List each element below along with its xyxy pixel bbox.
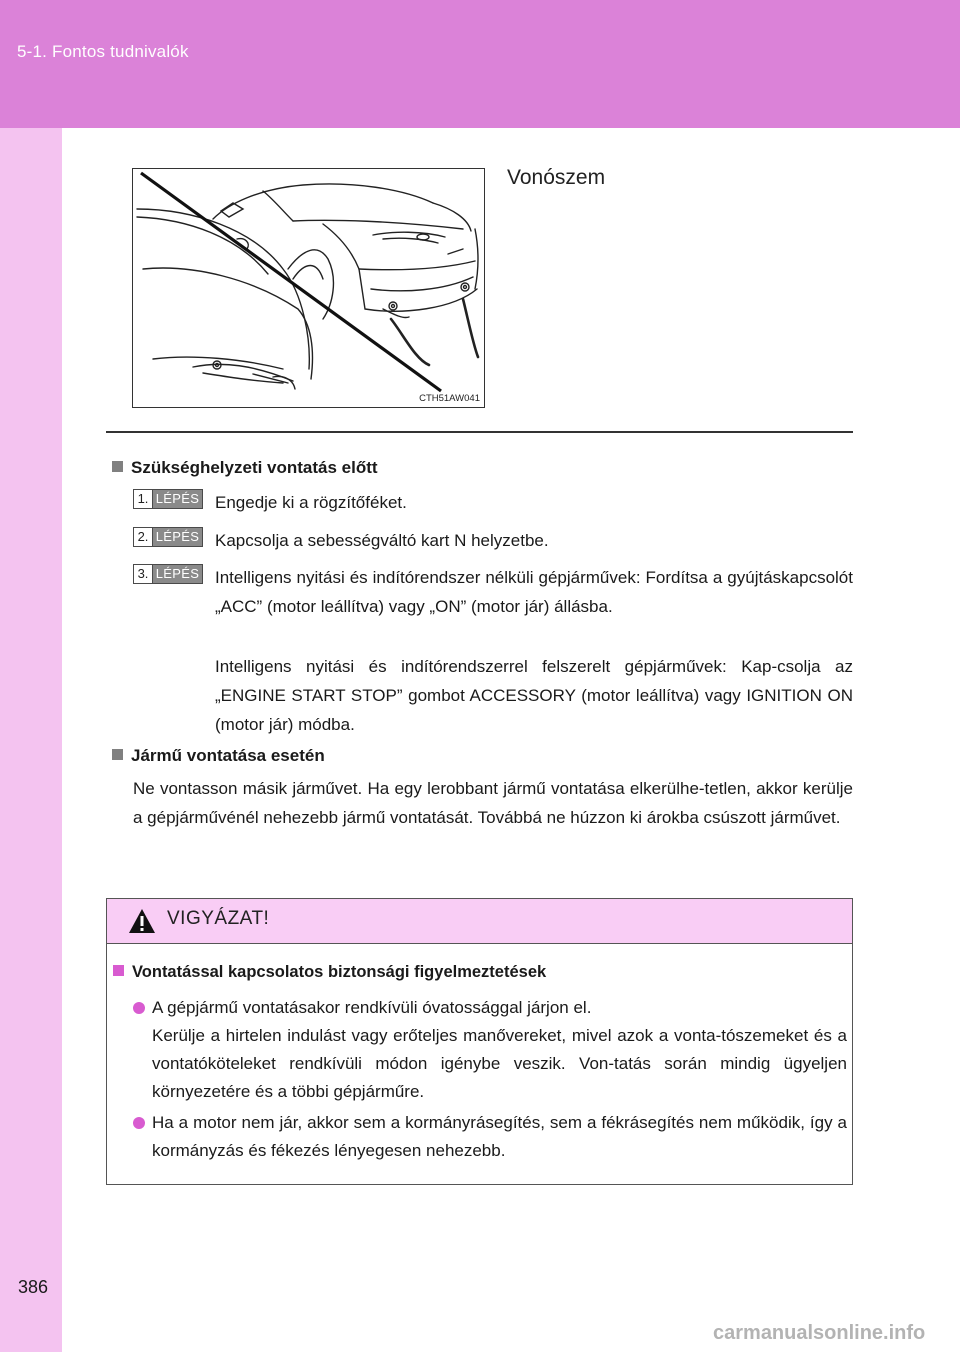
step-text: Engedje ki a rögzítőféket.	[215, 493, 407, 512]
step-1	[133, 488, 853, 517]
warning-title: VIGYÁZAT!	[167, 908, 270, 929]
square-bullet-icon	[112, 749, 123, 760]
step-badge: 2. LÉPÉS	[133, 527, 203, 547]
figure-label: Vonószem	[507, 166, 606, 189]
step-badge: 3. LÉPÉS	[133, 564, 203, 584]
step-3-extra-text: Intelligens nyitási és indítórendszerrel felszerelt gépjárművek: Kap-csolja az „ENGINE START STOP” gombot ACCESSORY (motor leállítva) vagy IGNITION ON (motor jár) módba.	[215, 657, 853, 734]
step-3	[133, 563, 853, 621]
square-bullet-icon	[113, 965, 124, 976]
warning-subheading: Vontatással kapcsolatos biztonsági figyelmeztetések	[113, 963, 546, 982]
step-2	[133, 526, 853, 555]
figure-code: CTH51AW041	[419, 393, 480, 404]
warning-header	[107, 899, 852, 944]
step-badge: 1. LÉPÉS	[133, 489, 203, 509]
tow-eye-illustration	[132, 168, 485, 408]
page-header	[0, 0, 960, 128]
step-text: Intelligens nyitási és indítórendszer nélküli gépjárművek: Fordítsa a gyújtáskapcsolót „ACC” (motor leállítva) vagy „ON” (motor jár) állásba.	[215, 568, 853, 616]
round-bullet-icon	[133, 1117, 145, 1129]
square-bullet-icon	[112, 461, 123, 472]
page-sidebar	[0, 0, 62, 1352]
page-number: 386	[18, 1277, 49, 1297]
car-rear-drawing	[133, 169, 483, 406]
section-heading-emergency-towing: Szükséghelyzeti vontatás előtt	[112, 458, 378, 478]
section-heading-towing-vehicle: Jármű vontatása esetén	[112, 746, 325, 766]
warning-bullet-1: A gépjármű vontatásakor rendkívüli óvatossággal járjon el. Kerülje a hirtelen indulást vagy erőteljes manővereket, mivel azok a vonta-tószemeket és a vontatóköteleket rendkívüli módon igénybe veszik. Von-tatás során mindig ügyeljen környezetére és a többi gépjárműre.	[113, 994, 847, 1106]
section-title: 5-1. Fontos tudnivalók	[17, 42, 189, 61]
warning-bullet-2: Ha a motor nem jár, akkor sem a kormányrásegítés, sem a fékrásegítés nem működik, így a kormányzás és fékezés lényegesen nehezebb.	[113, 1109, 847, 1165]
step-text: Kapcsolja a sebességváltó kart N helyzetbe.	[215, 531, 549, 550]
towing-vehicle-text: Ne vontasson másik járművet. Ha egy lerobbant jármű vontatása elkerülhe-tetlen, akkor kerülje a gépjárművénél nehezebb jármű vontatását. Továbbá ne húzzon ki árokba csúszott járművet.	[133, 779, 853, 827]
watermark: carmanualsonline.info	[713, 1322, 926, 1344]
round-bullet-icon	[133, 1002, 145, 1014]
warning-box	[106, 898, 853, 1185]
warning-triangle-icon	[128, 908, 156, 934]
section-divider	[106, 431, 853, 433]
